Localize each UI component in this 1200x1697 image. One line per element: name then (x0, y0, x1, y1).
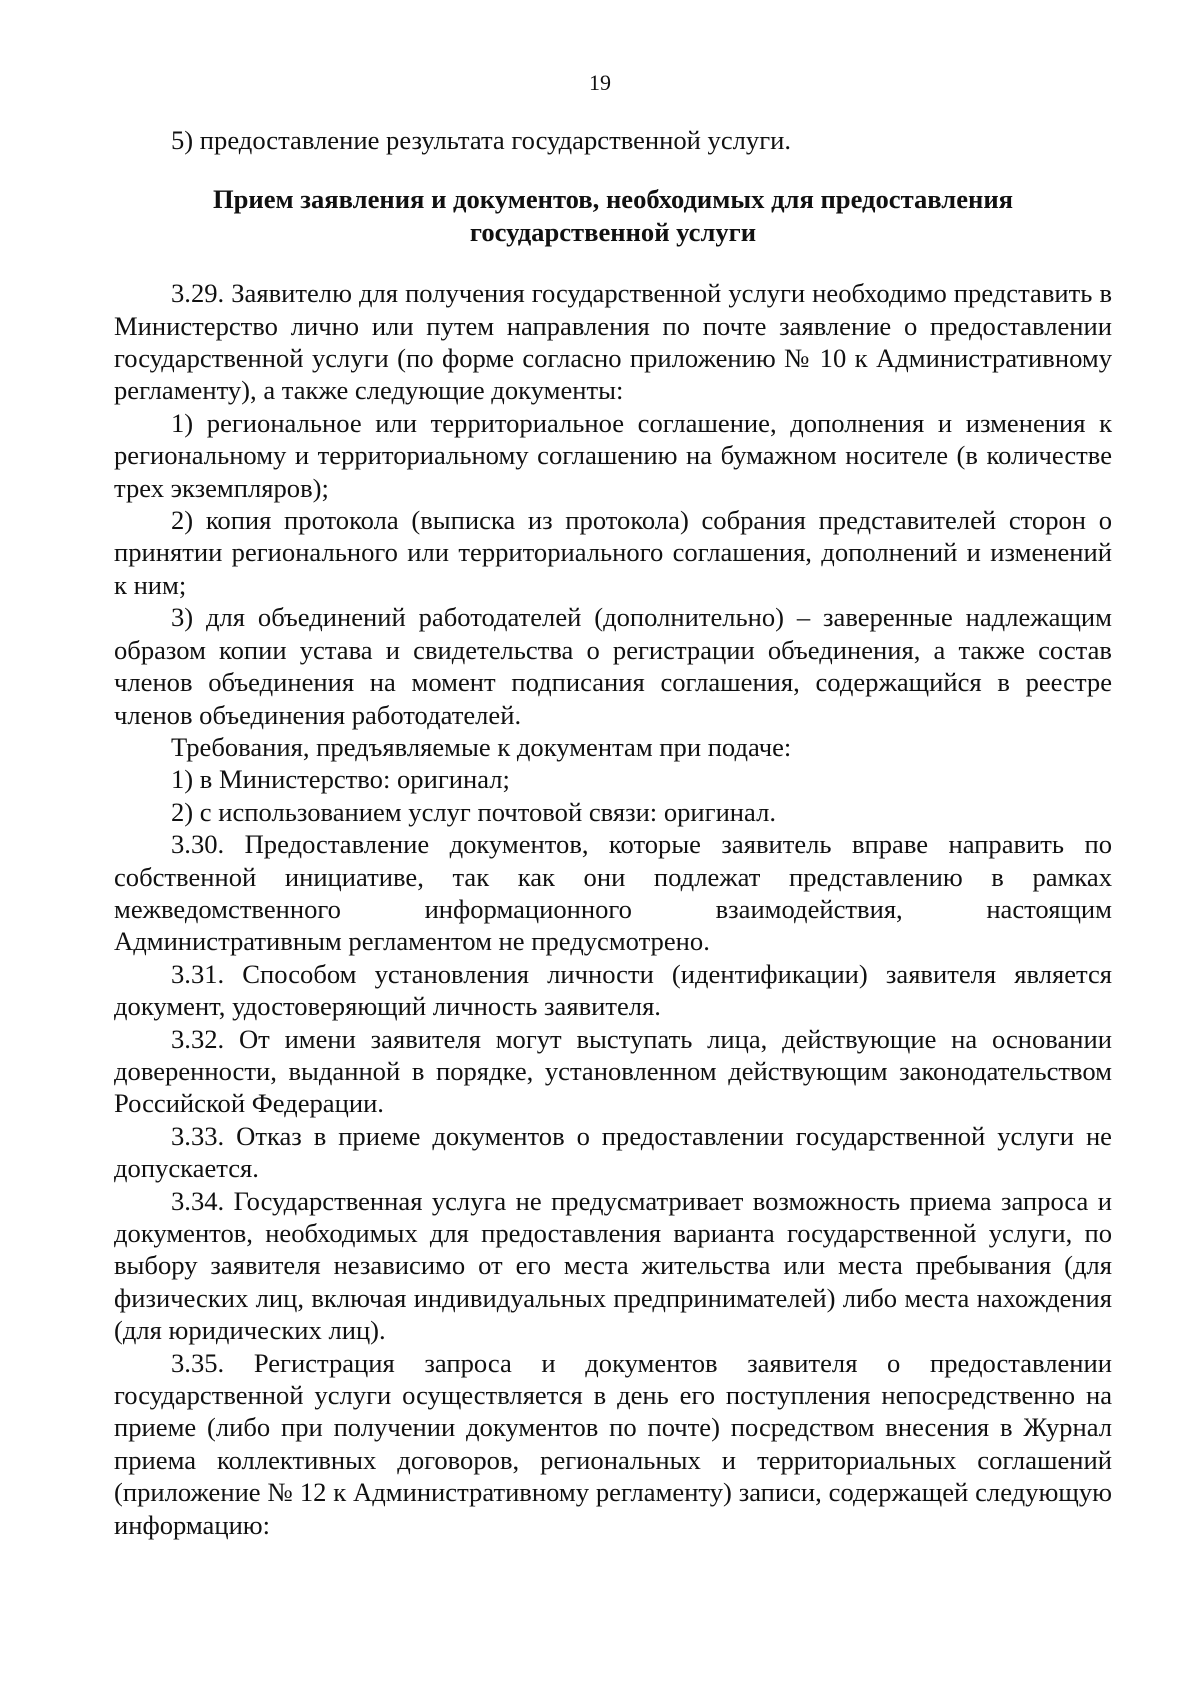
paragraph-3-35: 3.35. Регистрация запроса и документов заявителя о предоставлении государственной услуги осуществляется в день его поступления непосредственно на приеме (либо при получении документов по почте) посредством внесения в Журнал приема коллективных договоров, региональных и территориальных соглашений (приложение № 12 к Административному регламенту) записи, содержащей следующую информацию: (114, 1347, 1112, 1540)
page-number: 19 (589, 70, 611, 95)
list-item-3: 3) для объединений работодателей (дополнительно) – заверенные надлежащим образом копии устава и свидетельства о регистрации объединения, а также состав членов объединения на момент подписания соглашения, содержащийся в реестре членов объединения работодателей. (114, 602, 1112, 730)
list-item-2: 2) копия протокола (выписка из протокола) собрания представителей сторон о принятии регионального или территориального соглашения, дополнений и изменений к ним; (114, 505, 1112, 600)
paragraph-3-32: 3.32. От имени заявителя могут выступать лица, действующие на основании доверенности, выданной в порядке, установленном действующим законодательством Российской Федерации. (114, 1023, 1112, 1119)
paragraph-3-33: 3.33. Отказ в приеме документов о предоставлении государственной услуги не допускается. (114, 1120, 1112, 1184)
section-heading-line-2: государственной услуги (469, 216, 757, 247)
requirement-1: 1) в Министерство: оригинал; (171, 764, 510, 795)
section-heading (114, 183, 1112, 248)
paragraph-3-31: 3.31. Способом установления личности (идентификации) заявителя является документ, удостоверяющий личность заявителя. (114, 958, 1112, 1022)
section-heading-line-1: Прием заявления и документов, необходимых для предоставления (212, 184, 1014, 215)
intro-list-item: 5) предоставление результата государственной услуги. (171, 125, 792, 155)
list-item-1: 1) региональное или территориальное соглашение, дополнения и изменения к региональному и территориальному соглашению на бумажном носителе (в количестве трех экземпляров); (114, 407, 1112, 503)
paragraph-3-29: 3.29. Заявителю для получения государственной услуги необходимо представить в Министерство лично или путем направления по почте заявление о предоставлении государственной услуги (по форме согласно приложению № 10 к Административному регламенту), а также следующие документы: (114, 278, 1112, 406)
paragraph-3-34: 3.34. Государственная услуга не предусматривает возможность приема запроса и документов, необходимых для предоставления варианта государственной услуги, по выбору заявителя независимо от его места жительства или места пребывания (для физических лиц, включая индивидуальных предпринимателей) либо места нахождения (для юридических лиц). (114, 1185, 1112, 1346)
requirement-2: 2) с использованием услуг почтовой связи: оригинал. (171, 796, 776, 827)
paragraph-3-30: 3.30. Предоставление документов, которые заявитель вправе направить по собственной инициативе, так как они подлежат представлению в рамках межведомственного информационного взаимодействия, настоящим Административным регламентом не предусмотрено. (114, 829, 1112, 957)
document-body (114, 124, 1112, 1541)
requirements-intro: Требования, предъявляемые к документам при подаче: (171, 731, 792, 762)
